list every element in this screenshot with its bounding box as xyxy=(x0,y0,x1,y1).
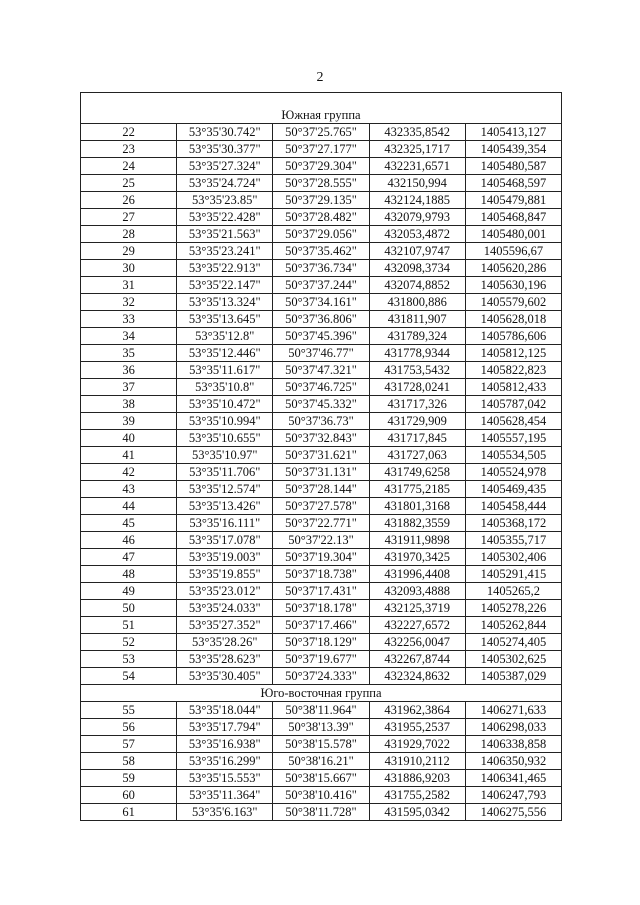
longitude-cell: 50°37'28.482" xyxy=(273,209,369,226)
x-coordinate-cell: 431955,2537 xyxy=(369,719,465,736)
point-number-cell: 25 xyxy=(81,175,177,192)
x-coordinate-cell: 432125,3719 xyxy=(369,600,465,617)
table-row xyxy=(81,362,562,379)
point-number-cell: 32 xyxy=(81,294,177,311)
table-row xyxy=(81,328,562,345)
y-coordinate-cell: 1405302,625 xyxy=(465,651,561,668)
point-number-cell: 47 xyxy=(81,549,177,566)
latitude-cell: 53°35'30.405" xyxy=(177,668,273,685)
longitude-cell: 50°37'22.13" xyxy=(273,532,369,549)
table-row xyxy=(81,532,562,549)
table-row xyxy=(81,787,562,804)
latitude-cell: 53°35'23.012" xyxy=(177,583,273,600)
group-title: Юго-восточная группа xyxy=(81,685,562,702)
y-coordinate-cell: 1405628,018 xyxy=(465,311,561,328)
group-header-row xyxy=(81,685,562,702)
x-coordinate-cell: 431753,5432 xyxy=(369,362,465,379)
longitude-cell: 50°38'15.578" xyxy=(273,736,369,753)
table-row xyxy=(81,141,562,158)
point-number-cell: 53 xyxy=(81,651,177,668)
y-coordinate-cell: 1405413,127 xyxy=(465,124,561,141)
table-row xyxy=(81,634,562,651)
latitude-cell: 53°35'23.85" xyxy=(177,192,273,209)
latitude-cell: 53°35'13.324" xyxy=(177,294,273,311)
latitude-cell: 53°35'16.938" xyxy=(177,736,273,753)
point-number-cell: 52 xyxy=(81,634,177,651)
latitude-cell: 53°35'28.26" xyxy=(177,634,273,651)
table-row xyxy=(81,209,562,226)
point-number-cell: 24 xyxy=(81,158,177,175)
longitude-cell: 50°37'46.77" xyxy=(273,345,369,362)
longitude-cell: 50°37'19.677" xyxy=(273,651,369,668)
x-coordinate-cell: 432053,4872 xyxy=(369,226,465,243)
longitude-cell: 50°38'16.21" xyxy=(273,753,369,770)
y-coordinate-cell: 1405787,042 xyxy=(465,396,561,413)
point-number-cell: 22 xyxy=(81,124,177,141)
x-coordinate-cell: 431882,3559 xyxy=(369,515,465,532)
latitude-cell: 53°35'18.044" xyxy=(177,702,273,719)
latitude-cell: 53°35'21.563" xyxy=(177,226,273,243)
y-coordinate-cell: 1405480,001 xyxy=(465,226,561,243)
longitude-cell: 50°37'46.725" xyxy=(273,379,369,396)
longitude-cell: 50°37'22.771" xyxy=(273,515,369,532)
longitude-cell: 50°37'18.129" xyxy=(273,634,369,651)
x-coordinate-cell: 432267,8744 xyxy=(369,651,465,668)
longitude-cell: 50°37'32.843" xyxy=(273,430,369,447)
table-row xyxy=(81,294,562,311)
latitude-cell: 53°35'10.8" xyxy=(177,379,273,396)
point-number-cell: 30 xyxy=(81,260,177,277)
latitude-cell: 53°35'30.377" xyxy=(177,141,273,158)
point-number-cell: 49 xyxy=(81,583,177,600)
table-row xyxy=(81,396,562,413)
longitude-cell: 50°37'27.578" xyxy=(273,498,369,515)
y-coordinate-cell: 1406298,033 xyxy=(465,719,561,736)
x-coordinate-cell: 431775,2185 xyxy=(369,481,465,498)
point-number-cell: 37 xyxy=(81,379,177,396)
group-header-row xyxy=(81,107,562,124)
y-coordinate-cell: 1405822,823 xyxy=(465,362,561,379)
table-row xyxy=(81,651,562,668)
point-number-cell: 45 xyxy=(81,515,177,532)
latitude-cell: 53°35'24.033" xyxy=(177,600,273,617)
point-number-cell: 33 xyxy=(81,311,177,328)
x-coordinate-cell: 432074,8852 xyxy=(369,277,465,294)
point-number-cell: 28 xyxy=(81,226,177,243)
x-coordinate-cell: 431728,0241 xyxy=(369,379,465,396)
x-coordinate-cell: 431778,9344 xyxy=(369,345,465,362)
x-coordinate-cell: 432227,6572 xyxy=(369,617,465,634)
latitude-cell: 53°35'19.855" xyxy=(177,566,273,583)
x-coordinate-cell: 432098,3734 xyxy=(369,260,465,277)
table-row xyxy=(81,481,562,498)
point-number-cell: 35 xyxy=(81,345,177,362)
x-coordinate-cell: 432325,1717 xyxy=(369,141,465,158)
y-coordinate-cell: 1405480,587 xyxy=(465,158,561,175)
latitude-cell: 53°35'10.97" xyxy=(177,447,273,464)
latitude-cell: 53°35'15.553" xyxy=(177,770,273,787)
latitude-cell: 53°35'27.352" xyxy=(177,617,273,634)
y-coordinate-cell: 1405291,415 xyxy=(465,566,561,583)
y-coordinate-cell: 1405534,505 xyxy=(465,447,561,464)
latitude-cell: 53°35'22.147" xyxy=(177,277,273,294)
y-coordinate-cell: 1405524,978 xyxy=(465,464,561,481)
longitude-cell: 50°37'31.131" xyxy=(273,464,369,481)
x-coordinate-cell: 432335,8542 xyxy=(369,124,465,141)
x-coordinate-cell: 431996,4408 xyxy=(369,566,465,583)
x-coordinate-cell: 431789,324 xyxy=(369,328,465,345)
y-coordinate-cell: 1405458,444 xyxy=(465,498,561,515)
table-row xyxy=(81,753,562,770)
x-coordinate-cell: 431717,845 xyxy=(369,430,465,447)
latitude-cell: 53°35'10.994" xyxy=(177,413,273,430)
longitude-cell: 50°37'18.178" xyxy=(273,600,369,617)
latitude-cell: 53°35'10.655" xyxy=(177,430,273,447)
table-row xyxy=(81,617,562,634)
point-number-cell: 54 xyxy=(81,668,177,685)
longitude-cell: 50°37'36.73" xyxy=(273,413,369,430)
y-coordinate-cell: 1405812,125 xyxy=(465,345,561,362)
table-row xyxy=(81,566,562,583)
table-row xyxy=(81,447,562,464)
y-coordinate-cell: 1405387,029 xyxy=(465,668,561,685)
table-row xyxy=(81,515,562,532)
y-coordinate-cell: 1405557,195 xyxy=(465,430,561,447)
y-coordinate-cell: 1405439,354 xyxy=(465,141,561,158)
table-row xyxy=(81,226,562,243)
point-number-cell: 26 xyxy=(81,192,177,209)
table-row xyxy=(81,192,562,209)
y-coordinate-cell: 1406275,556 xyxy=(465,804,561,821)
x-coordinate-cell: 432079,9793 xyxy=(369,209,465,226)
longitude-cell: 50°37'31.621" xyxy=(273,447,369,464)
latitude-cell: 53°35'10.472" xyxy=(177,396,273,413)
latitude-cell: 53°35'11.364" xyxy=(177,787,273,804)
table-row xyxy=(81,413,562,430)
x-coordinate-cell: 431800,886 xyxy=(369,294,465,311)
longitude-cell: 50°37'37.244" xyxy=(273,277,369,294)
point-number-cell: 46 xyxy=(81,532,177,549)
y-coordinate-cell: 1405262,844 xyxy=(465,617,561,634)
point-number-cell: 60 xyxy=(81,787,177,804)
latitude-cell: 53°35'28.623" xyxy=(177,651,273,668)
point-number-cell: 39 xyxy=(81,413,177,430)
table-row xyxy=(81,804,562,821)
y-coordinate-cell: 1405368,172 xyxy=(465,515,561,532)
x-coordinate-cell: 432124,1885 xyxy=(369,192,465,209)
y-coordinate-cell: 1405468,847 xyxy=(465,209,561,226)
table-row xyxy=(81,345,562,362)
longitude-cell: 50°37'28.555" xyxy=(273,175,369,192)
latitude-cell: 53°35'16.299" xyxy=(177,753,273,770)
point-number-cell: 48 xyxy=(81,566,177,583)
latitude-cell: 53°35'11.706" xyxy=(177,464,273,481)
x-coordinate-cell: 431755,2582 xyxy=(369,787,465,804)
table-row xyxy=(81,243,562,260)
longitude-cell: 50°37'17.431" xyxy=(273,583,369,600)
latitude-cell: 53°35'30.742" xyxy=(177,124,273,141)
y-coordinate-cell: 1405469,435 xyxy=(465,481,561,498)
x-coordinate-cell: 431910,2112 xyxy=(369,753,465,770)
point-number-cell: 27 xyxy=(81,209,177,226)
point-number-cell: 61 xyxy=(81,804,177,821)
table-row xyxy=(81,260,562,277)
x-coordinate-cell: 431749,6258 xyxy=(369,464,465,481)
y-coordinate-cell: 1406271,633 xyxy=(465,702,561,719)
y-coordinate-cell: 1405812,433 xyxy=(465,379,561,396)
latitude-cell: 53°35'11.617" xyxy=(177,362,273,379)
x-coordinate-cell: 431727,063 xyxy=(369,447,465,464)
point-number-cell: 59 xyxy=(81,770,177,787)
table-row xyxy=(81,719,562,736)
group-title: Южная группа xyxy=(81,107,562,124)
point-number-cell: 38 xyxy=(81,396,177,413)
page-number: 2 xyxy=(316,70,324,85)
latitude-cell: 53°35'22.428" xyxy=(177,209,273,226)
point-number-cell: 50 xyxy=(81,600,177,617)
table-row xyxy=(81,583,562,600)
latitude-cell: 53°35'6.163" xyxy=(177,804,273,821)
y-coordinate-cell: 1405274,405 xyxy=(465,634,561,651)
y-coordinate-cell: 1405596,67 xyxy=(465,243,561,260)
latitude-cell: 53°35'16.111" xyxy=(177,515,273,532)
longitude-cell: 50°37'36.806" xyxy=(273,311,369,328)
y-coordinate-cell: 1405630,196 xyxy=(465,277,561,294)
y-coordinate-cell: 1405355,717 xyxy=(465,532,561,549)
longitude-cell: 50°37'28.144" xyxy=(273,481,369,498)
latitude-cell: 53°35'24.724" xyxy=(177,175,273,192)
coordinates-table-body xyxy=(81,93,562,821)
y-coordinate-cell: 1405579,602 xyxy=(465,294,561,311)
point-number-cell: 42 xyxy=(81,464,177,481)
x-coordinate-cell: 432324,8632 xyxy=(369,668,465,685)
latitude-cell: 53°35'12.8" xyxy=(177,328,273,345)
latitude-cell: 53°35'17.794" xyxy=(177,719,273,736)
longitude-cell: 50°38'13.39" xyxy=(273,719,369,736)
longitude-cell: 50°37'47.321" xyxy=(273,362,369,379)
y-coordinate-cell: 1406341,465 xyxy=(465,770,561,787)
x-coordinate-cell: 431811,907 xyxy=(369,311,465,328)
table-row xyxy=(81,702,562,719)
latitude-cell: 53°35'23.241" xyxy=(177,243,273,260)
x-coordinate-cell: 431929,7022 xyxy=(369,736,465,753)
longitude-cell: 50°37'19.304" xyxy=(273,549,369,566)
table-row xyxy=(81,464,562,481)
point-number-cell: 29 xyxy=(81,243,177,260)
point-number-cell: 44 xyxy=(81,498,177,515)
x-coordinate-cell: 432093,4888 xyxy=(369,583,465,600)
point-number-cell: 31 xyxy=(81,277,177,294)
longitude-cell: 50°37'34.161" xyxy=(273,294,369,311)
longitude-cell: 50°37'27.177" xyxy=(273,141,369,158)
longitude-cell: 50°38'15.667" xyxy=(273,770,369,787)
table-row xyxy=(81,770,562,787)
table-row xyxy=(81,600,562,617)
longitude-cell: 50°37'29.304" xyxy=(273,158,369,175)
x-coordinate-cell: 431717,326 xyxy=(369,396,465,413)
table-row xyxy=(81,124,562,141)
longitude-cell: 50°38'11.964" xyxy=(273,702,369,719)
y-coordinate-cell: 1405468,597 xyxy=(465,175,561,192)
longitude-cell: 50°37'45.396" xyxy=(273,328,369,345)
latitude-cell: 53°35'12.446" xyxy=(177,345,273,362)
table-row xyxy=(81,549,562,566)
longitude-cell: 50°37'35.462" xyxy=(273,243,369,260)
latitude-cell: 53°35'19.003" xyxy=(177,549,273,566)
longitude-cell: 50°37'29.056" xyxy=(273,226,369,243)
x-coordinate-cell: 432256,0047 xyxy=(369,634,465,651)
x-coordinate-cell: 432150,994 xyxy=(369,175,465,192)
latitude-cell: 53°35'12.574" xyxy=(177,481,273,498)
coordinates-table xyxy=(80,92,562,821)
latitude-cell: 53°35'13.426" xyxy=(177,498,273,515)
longitude-cell: 50°38'10.416" xyxy=(273,787,369,804)
point-number-cell: 55 xyxy=(81,702,177,719)
x-coordinate-cell: 432231,6571 xyxy=(369,158,465,175)
x-coordinate-cell: 431729,909 xyxy=(369,413,465,430)
table-row xyxy=(81,668,562,685)
x-coordinate-cell: 431970,3425 xyxy=(369,549,465,566)
table-row xyxy=(81,311,562,328)
table-row xyxy=(81,158,562,175)
latitude-cell: 53°35'27.324" xyxy=(177,158,273,175)
longitude-cell: 50°37'36.734" xyxy=(273,260,369,277)
y-coordinate-cell: 1405786,606 xyxy=(465,328,561,345)
y-coordinate-cell: 1405479,881 xyxy=(465,192,561,209)
latitude-cell: 53°35'22.913" xyxy=(177,260,273,277)
y-coordinate-cell: 1406247,793 xyxy=(465,787,561,804)
longitude-cell: 50°38'11.728" xyxy=(273,804,369,821)
x-coordinate-cell: 431801,3168 xyxy=(369,498,465,515)
table-row xyxy=(81,498,562,515)
point-number-cell: 40 xyxy=(81,430,177,447)
point-number-cell: 56 xyxy=(81,719,177,736)
table-row xyxy=(81,379,562,396)
longitude-cell: 50°37'45.332" xyxy=(273,396,369,413)
x-coordinate-cell: 431886,9203 xyxy=(369,770,465,787)
longitude-cell: 50°37'25.765" xyxy=(273,124,369,141)
latitude-cell: 53°35'17.078" xyxy=(177,532,273,549)
y-coordinate-cell: 1405265,2 xyxy=(465,583,561,600)
y-coordinate-cell: 1405620,286 xyxy=(465,260,561,277)
x-coordinate-cell: 432107,9747 xyxy=(369,243,465,260)
latitude-cell: 53°35'13.645" xyxy=(177,311,273,328)
point-number-cell: 34 xyxy=(81,328,177,345)
table-row xyxy=(81,430,562,447)
point-number-cell: 36 xyxy=(81,362,177,379)
x-coordinate-cell: 431911,9898 xyxy=(369,532,465,549)
point-number-cell: 41 xyxy=(81,447,177,464)
x-coordinate-cell: 431962,3864 xyxy=(369,702,465,719)
y-coordinate-cell: 1406338,858 xyxy=(465,736,561,753)
longitude-cell: 50°37'18.738" xyxy=(273,566,369,583)
x-coordinate-cell: 431595,0342 xyxy=(369,804,465,821)
table-row xyxy=(81,175,562,192)
y-coordinate-cell: 1405628,454 xyxy=(465,413,561,430)
longitude-cell: 50°37'17.466" xyxy=(273,617,369,634)
point-number-cell: 51 xyxy=(81,617,177,634)
longitude-cell: 50°37'24.333" xyxy=(273,668,369,685)
longitude-cell: 50°37'29.135" xyxy=(273,192,369,209)
spacer-cell xyxy=(81,93,562,108)
point-number-cell: 57 xyxy=(81,736,177,753)
y-coordinate-cell: 1406350,932 xyxy=(465,753,561,770)
point-number-cell: 58 xyxy=(81,753,177,770)
point-number-cell: 23 xyxy=(81,141,177,158)
table-top-spacer xyxy=(81,93,562,108)
y-coordinate-cell: 1405278,226 xyxy=(465,600,561,617)
y-coordinate-cell: 1405302,406 xyxy=(465,549,561,566)
table-row xyxy=(81,277,562,294)
table-row xyxy=(81,736,562,753)
point-number-cell: 43 xyxy=(81,481,177,498)
